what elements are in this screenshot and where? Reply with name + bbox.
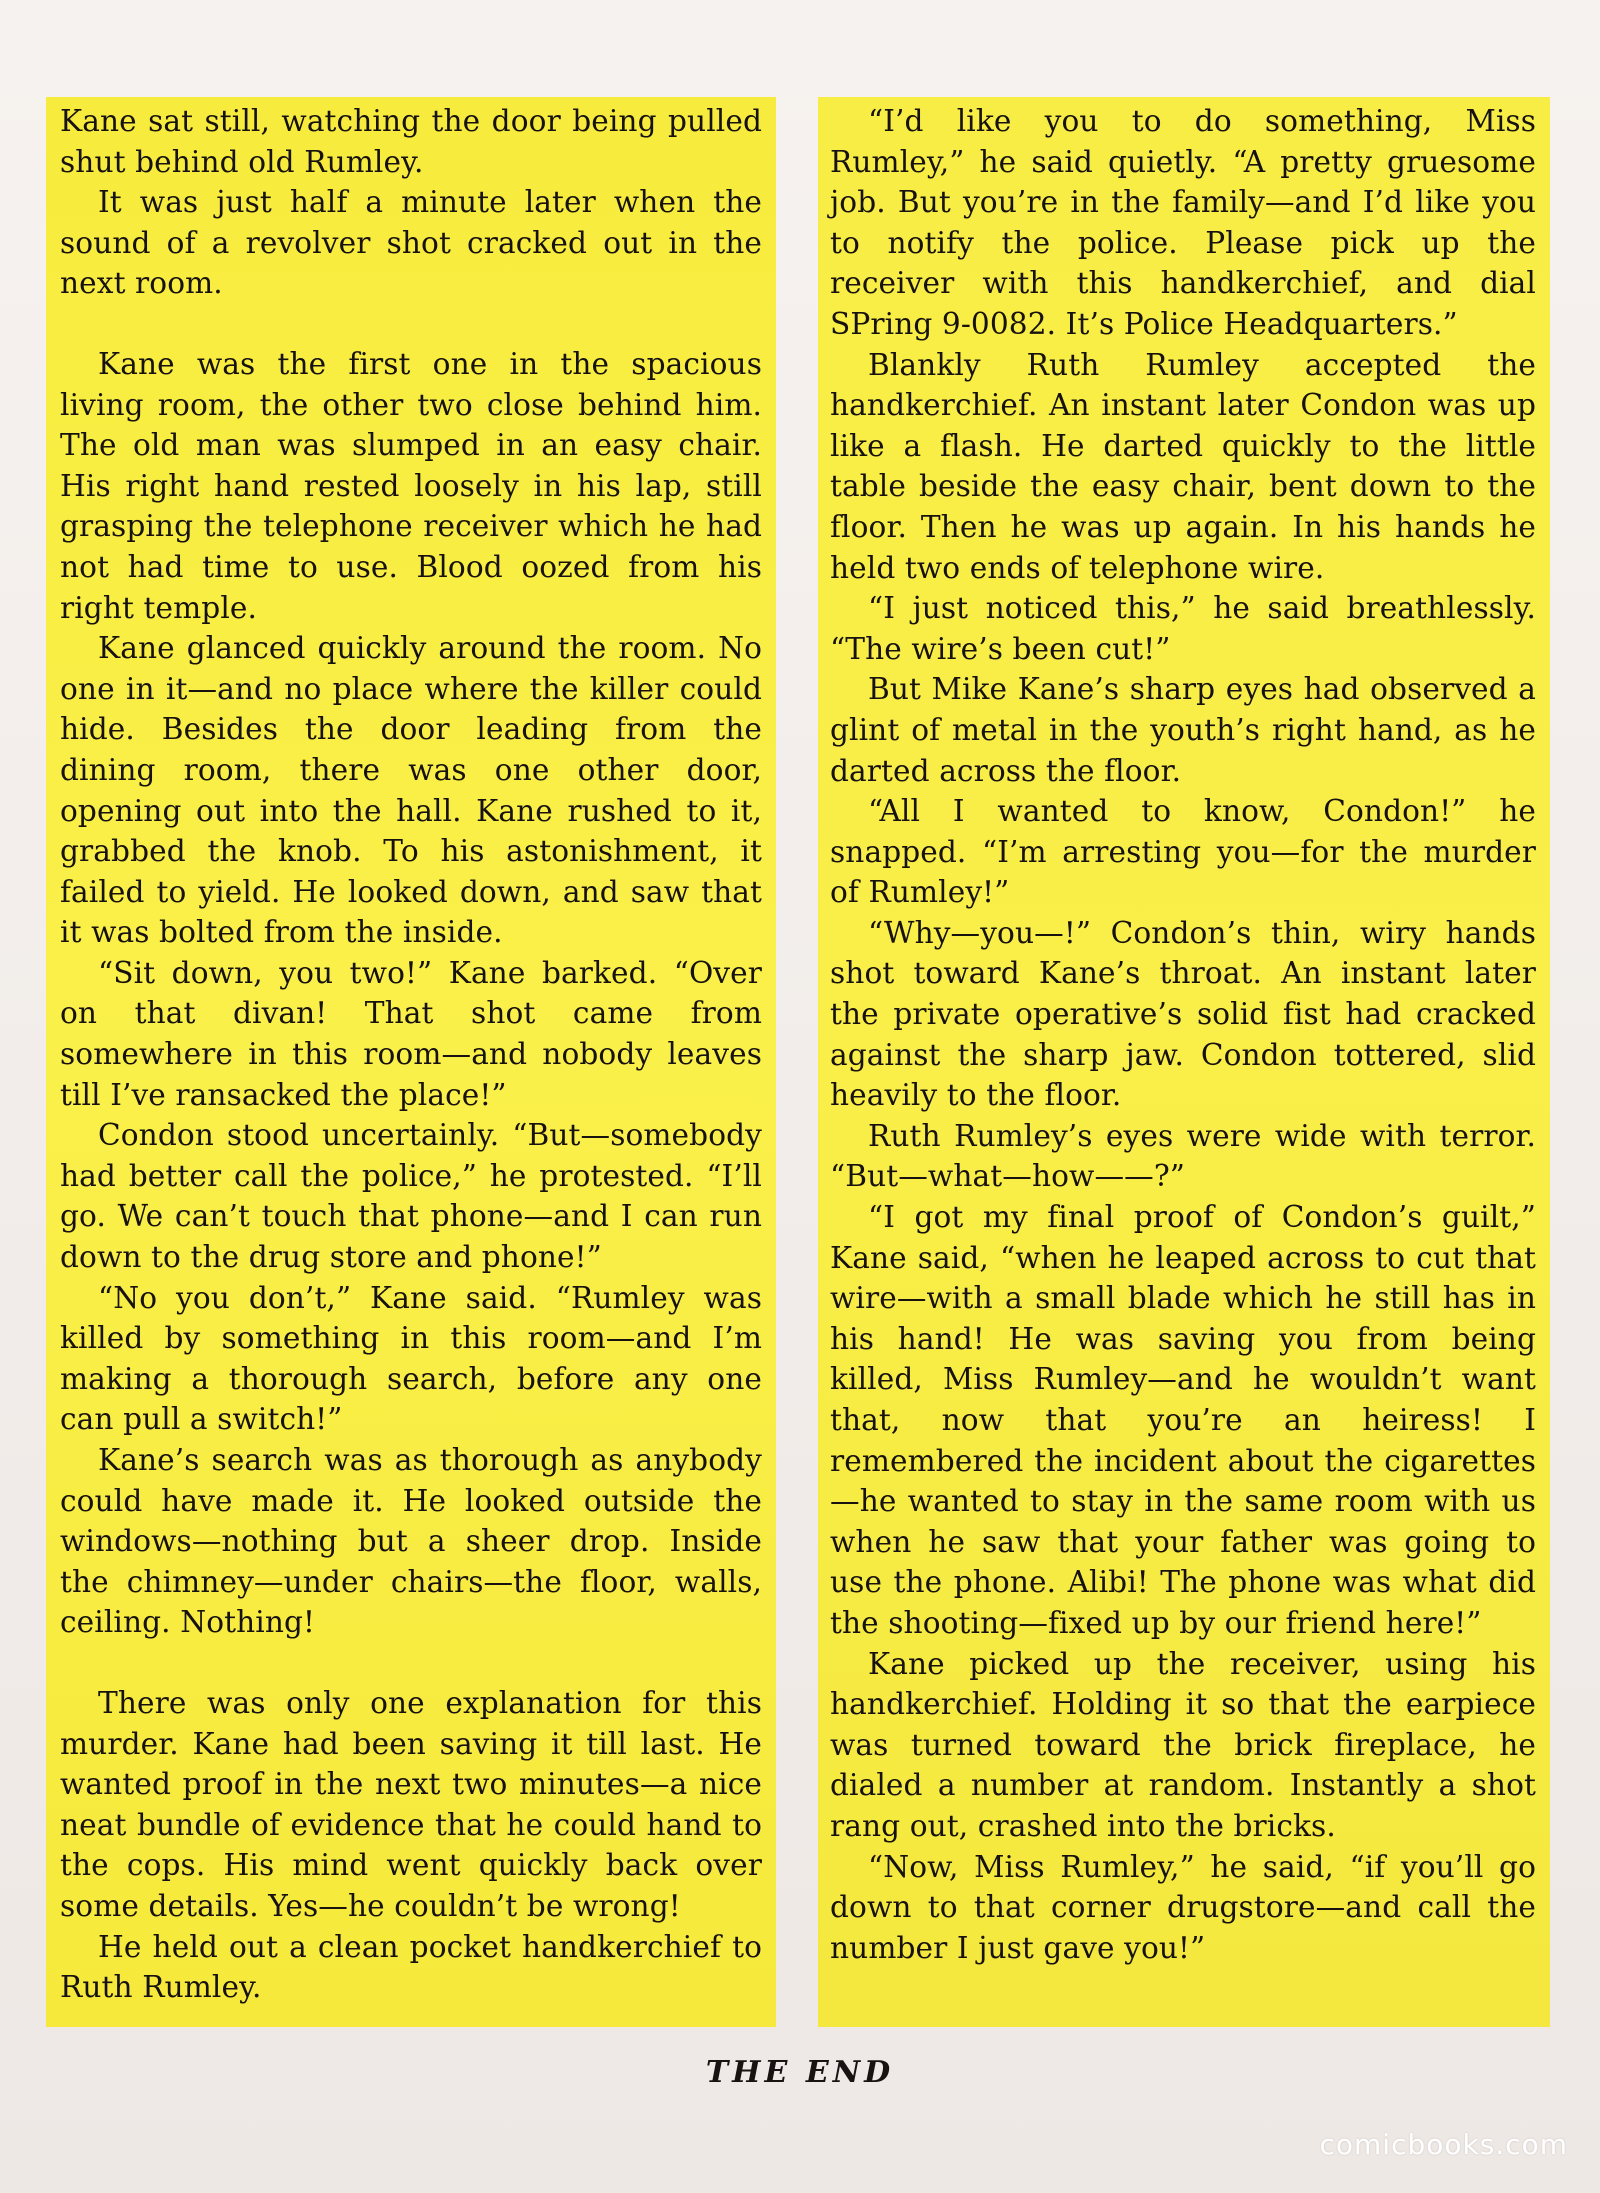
paragraph: “I’d like you to do something, Miss Rumley,” he said quietly. “A pretty gruesome job. But you’re in the family—and I’d like you to notify the police. Please pick up the receiver with this handkerchief, and dial SPring 9-0082. It’s Police Headquarters.”	[830, 104, 1536, 341]
paragraph: Kane’s search was as thorough as anybody could have made it. He looked outside the windows—nothing but a sheer drop. Inside the chimney—under chairs—the floor, walls, ceiling. Nothing!	[60, 1443, 762, 1640]
paragraph: “I just noticed this,” he said breathlessly. “The wire’s been cut!”	[830, 591, 1536, 666]
paragraph: But Mike Kane’s sharp eyes had observed a glint of metal in the youth’s right hand, as he darted across the floor.	[830, 672, 1536, 788]
paragraph: Kane glanced quickly around the room. No one in it—and no place where the killer could hide. Besides the door leading from the dining room, there was one other door, opening out into the hall. Kane rushed to it, grabbed the knob. To his astonishment, it failed to yield. He looked down, and saw that it was bolted from the inside.	[60, 631, 762, 950]
paragraph: Kane was the first one in the spacious living room, the other two close behind him. The old man was slumped in an easy chair. His right hand rested loosely in his lap, still grasping the telephone receiver which he had not had time to use. Blood oozed from his right temple.	[60, 346, 762, 625]
paragraph: Condon stood uncertainly. “But—somebody had better call the police,” he protested. “I’ll go. We can’t touch that phone—and I can run down to the drug store and phone!”	[60, 1118, 762, 1275]
paragraph: There was only one explanation for this murder. Kane had been saving it till last. He wanted proof in the next two minutes—a nice neat bundle of evidence that he could hand to the cops. His mind went quickly back over some details. Yes—he couldn’t be wrong!	[60, 1685, 762, 1923]
paragraph: Blankly Ruth Rumley accepted the handkerchief. An instant later Condon was up like a flash. He darted quickly to the little table beside the easy chair, bent down to the floor. Then he was up again. In his hands he held two ends of telephone wire.	[830, 347, 1536, 585]
paragraph: Ruth Rumley’s eyes were wide with terror. “But—what—how——?”	[830, 1118, 1536, 1194]
right-text-column	[818, 97, 1550, 2027]
paragraph: “Why—you—!” Condon’s thin, wiry hands shot toward Kane’s throat. An instant later the private operative’s solid fist had cracked against the sharp jaw. Condon tottered, slid heavily to the floor.	[830, 915, 1536, 1113]
paragraph: “Now, Miss Rumley,” he said, “if you’ll go down to that corner drugstore—and call the number I just gave you!”	[830, 1849, 1536, 1965]
paragraph: Kane picked up the receiver, using his handkerchief. Holding it so that the earpiece was turned toward the brick fireplace, he dialed a number at random. Instantly a shot rang out, crashed into the bricks.	[830, 1646, 1536, 1843]
paragraph: “All I wanted to know, Condon!” he snapped. “I’m arresting you—for the murder of Rumley!”	[830, 794, 1536, 910]
watermark-text: comicbooks.com	[1319, 2128, 1568, 2161]
paragraph: Kane sat still, watching the door being pulled shut behind old Rumley.	[60, 104, 762, 179]
paragraph: It was just half a minute later when the sound of a revolver shot cracked out in the next room.	[60, 185, 762, 301]
paragraph: He held out a clean pocket handkerchief to Ruth Rumley.	[60, 1929, 762, 2005]
paragraph: “Sit down, you two!” Kane barked. “Over on that divan! That shot came from somewhere in this room—and nobody leaves till I’ve ransacked the place!”	[60, 955, 762, 1112]
paragraph: “No you don’t,” Kane said. “Rumley was killed by something in this room—and I’m making a thorough search, before any one can pull a switch!”	[60, 1280, 762, 1437]
left-text-column	[46, 97, 776, 2027]
the-end-caption: THE END	[705, 2055, 895, 2090]
paragraph: “I got my final proof of Condon’s guilt,” Kane said, “when he leaped across to cut that wire—with a small blade which he still has in his hand! He was saving you from being killed, Miss Rumley—and he wouldn’t want that, now that you’re an heiress! I remembered the incident about the cigarettes—he wanted to stay in the same room with us when he saw that your father was going to use the phone. Alibi! The phone was what did the shooting—fixed up by our friend here!”	[830, 1200, 1536, 1640]
